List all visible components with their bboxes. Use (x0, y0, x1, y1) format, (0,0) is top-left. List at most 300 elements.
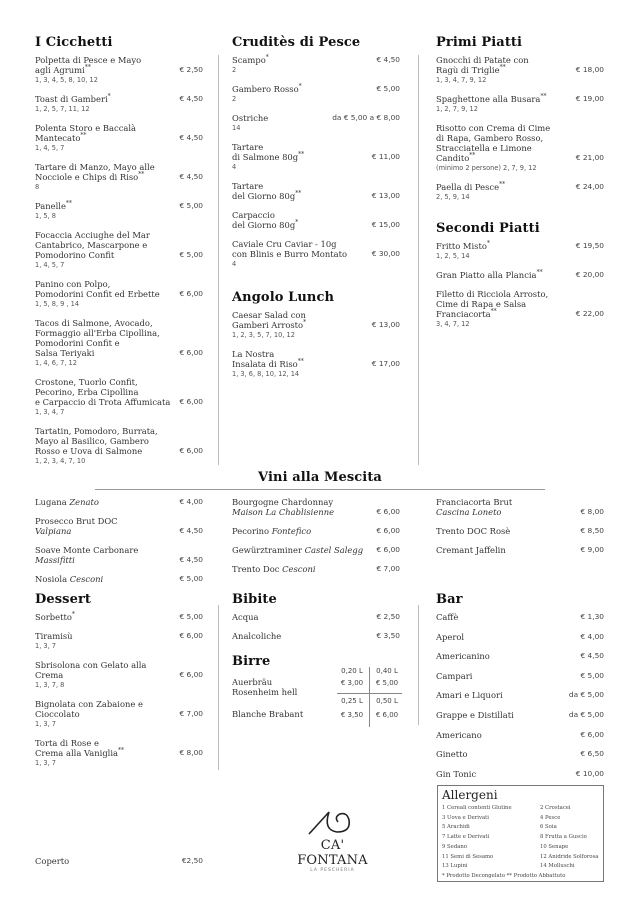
item-allergens: 1, 3, 4, 7, 9, 12 (436, 76, 487, 84)
menu-item-row (436, 651, 604, 661)
item-allergens: 1, 4, 5, 7 (35, 144, 65, 152)
allergen-item: 4 Pesce (540, 814, 561, 821)
menu-item (35, 318, 203, 368)
menu-item (436, 690, 604, 700)
item-name-text: Gin Tonic (436, 768, 477, 779)
item-allergens: 2 (232, 95, 237, 103)
item-name-text: Tartatin, Pomodoro, Burrata, Mayo al Basilico, Gambero Rosso e Uova di Salmone (35, 426, 158, 456)
item-name-text: La Nostra Insalata di Riso (232, 349, 298, 369)
item-price: € 17,00 (371, 359, 400, 368)
item-name-text: Toast di Gamberi (35, 94, 108, 104)
menu-item-row (35, 699, 203, 719)
menu-item (436, 769, 604, 779)
item-name-text: Tartare di Salmone 80g (232, 142, 299, 162)
wine-item (35, 516, 203, 536)
logo-name: CA' FONTANA (297, 838, 368, 868)
item-price: da € 5,00 a € 8,00 (332, 113, 400, 122)
item-price: € 2,50 (179, 65, 203, 74)
item-name-text: Torta di Rose e Crema alla Vaniglia (35, 738, 119, 758)
menu-item-row (35, 94, 203, 104)
item-name-text: Grappe e Distillati (436, 709, 514, 720)
menu-item-row (35, 660, 203, 680)
item-name-text: Americanino (436, 651, 490, 662)
item-name (35, 201, 72, 211)
item-name (35, 318, 160, 358)
menu-item (35, 279, 203, 309)
menu-item (232, 310, 400, 340)
section-title: I Cicchetti (35, 35, 113, 50)
menu-item-row (436, 690, 604, 700)
wine-item (35, 545, 203, 565)
allergen-item: 3 Uova e Derivati (442, 814, 489, 821)
wine-name (436, 526, 510, 536)
item-allergens: 1, 4, 5, 7 (35, 261, 65, 269)
item-note-marker: * (303, 319, 307, 326)
wine-label: Franciacorta Brut (436, 497, 513, 507)
wine-row (232, 497, 400, 517)
item-name (35, 279, 160, 299)
section-title: Dessert (35, 592, 92, 607)
item-name (436, 632, 464, 642)
wine-row (232, 526, 400, 536)
wave-logo-icon (303, 808, 363, 836)
item-note-marker: * (107, 93, 111, 100)
menu-item (436, 632, 604, 642)
beer-size: 0,25 L (341, 697, 363, 705)
item-name (436, 182, 505, 192)
wine-producer: Fontefico (271, 526, 312, 536)
item-name (232, 631, 281, 641)
menu-item (35, 738, 203, 768)
item-name-text: Tacos di Salmone, Avocado, Formaggio all'Erba Cipollina, Pomodorini Confit e Salsa Teriyaki (35, 318, 160, 358)
wine-price: € 4,50 (179, 526, 203, 535)
wine-name (35, 545, 138, 565)
item-price: € 6,00 (179, 397, 203, 406)
item-name (436, 289, 548, 319)
item-note-marker: * (295, 219, 299, 226)
wine-price: € 4,50 (179, 555, 203, 564)
menu-item-row (436, 123, 604, 163)
item-price: € 4,50 (179, 172, 203, 181)
item-price: € 20,00 (575, 270, 604, 279)
item-note-marker: ** (295, 190, 302, 197)
item-price: € 21,00 (575, 153, 604, 162)
item-price: € 15,00 (371, 220, 400, 229)
item-allergens: 4 (232, 260, 237, 268)
item-name-text: Fritto Misto (436, 241, 487, 251)
wine-row (35, 574, 203, 584)
item-name (232, 210, 298, 230)
section-crudites (232, 35, 400, 278)
allergen-item: 13 Lupini (442, 863, 468, 870)
item-name-text: Bignolata con Zabaione e Cioccolato (35, 699, 143, 719)
menu-item (35, 660, 203, 690)
divider (95, 489, 545, 490)
wine-row (436, 526, 604, 536)
item-allergens: 2 (232, 66, 237, 74)
item-name (436, 651, 490, 661)
item-price: € 6,00 (179, 446, 203, 455)
item-name-text: Ginetto (436, 749, 468, 760)
menu-item (35, 94, 203, 114)
item-name (35, 162, 155, 182)
menu-items (436, 241, 604, 329)
allergen-item: 11 Semi di Sesamo (442, 853, 494, 860)
item-price: € 4,00 (580, 631, 604, 641)
item-price: € 7,00 (179, 709, 203, 718)
menu-item (436, 651, 604, 661)
section-secondi (436, 221, 604, 338)
item-price: € 30,00 (371, 249, 400, 258)
menu-item-row (436, 749, 604, 759)
column-divider (218, 605, 219, 770)
item-allergens: 1, 3, 7 (35, 720, 56, 728)
wine-row (436, 497, 604, 517)
item-name (436, 241, 490, 251)
item-name-text: Acqua (232, 612, 259, 622)
item-note-marker: ** (536, 269, 543, 276)
menu-item (436, 94, 604, 114)
section-title: Cruditès di Pesce (232, 35, 361, 50)
item-name-text: Tartare del Giorno 80g (232, 181, 296, 201)
menu-item-row (436, 270, 604, 280)
wine-item (35, 574, 203, 584)
wine-row (232, 545, 400, 555)
wine-label: Gewürztraminer (232, 545, 305, 555)
beer-name: Auerbräu Rosenheim hell (232, 677, 298, 697)
section-title: Bar (436, 592, 463, 607)
item-price: € 5,00 (376, 84, 400, 93)
item-price: € 22,00 (575, 309, 604, 318)
wine-row (35, 545, 203, 565)
item-name-text: Analcoliche (232, 631, 282, 641)
item-name (436, 671, 472, 681)
item-allergens: 3, 4, 7, 12 (436, 320, 470, 328)
menu-item (232, 181, 400, 201)
item-name-text: Carpaccio del Giorno 80g (232, 210, 296, 230)
coperto (35, 856, 203, 866)
menu-item-row (436, 182, 604, 192)
item-price: € 6,00 (179, 670, 203, 679)
item-price: € 4,50 (376, 55, 400, 64)
wine-price: € 7,00 (376, 564, 400, 573)
item-name (232, 612, 259, 622)
menu-item-row (436, 769, 604, 779)
menu-item (436, 123, 604, 173)
item-name-text: Caviale Cru Caviar - 10g con Blinis e Burro Montato (232, 239, 347, 259)
wine-item (232, 526, 400, 536)
menu-item (436, 270, 604, 280)
menu-item-row (35, 279, 203, 299)
wine-item (232, 545, 400, 555)
item-price: € 11,00 (371, 152, 400, 161)
item-price: € 6,00 (179, 631, 203, 640)
menu-item-row (436, 710, 604, 720)
item-name-text: Tiramisù (35, 631, 73, 641)
item-name-text: Risotto con Crema di Cime di Rapa, Gambero Rosso, Stracciatella e Limone Candito (436, 123, 551, 163)
menu-item-row (35, 631, 203, 641)
coperto-price: €2,50 (181, 856, 203, 865)
menu-items (436, 55, 604, 202)
menu-item-row (35, 230, 203, 260)
item-allergens: 8 (35, 183, 40, 191)
menu-item-row (232, 239, 400, 259)
menu-item (232, 55, 400, 75)
beer-price: € 6,00 (375, 711, 399, 719)
item-name (232, 239, 347, 259)
item-note-marker: ** (540, 93, 547, 100)
allergen-item: 14 Molluschi (540, 863, 575, 870)
wine-price: € 8,00 (580, 507, 604, 516)
item-price: € 6,00 (580, 729, 604, 739)
item-name-text: Amari e Liquori (436, 690, 503, 701)
wine-name (436, 497, 512, 517)
item-allergens: 1, 2, 5, 14 (436, 252, 470, 260)
allergen-item: 6 Soia (540, 824, 557, 831)
menu-item-row (35, 612, 203, 622)
wine-column (35, 497, 203, 593)
item-allergens: 2, 5, 9, 14 (436, 193, 470, 201)
section-angolo-lunch (232, 290, 400, 388)
item-allergens: 1, 2, 7, 9, 12 (436, 105, 478, 113)
wine-name (436, 545, 506, 555)
beer-price: € 3,50 (340, 711, 364, 719)
menu-item (35, 612, 203, 622)
wine-row (35, 516, 203, 536)
wine-row (35, 497, 203, 507)
item-name (232, 84, 302, 94)
wine-producer: Valpiana (35, 526, 72, 536)
table-divider (369, 667, 370, 727)
item-note-marker: * (71, 611, 75, 618)
wine-item (436, 526, 604, 536)
allergen-item: 8 Frutta a Guscio (540, 834, 587, 841)
item-name-text: Polpetta di Pesce e Mayo agli Agrumi (35, 55, 142, 75)
menu-item-row (232, 55, 400, 65)
section-bar (436, 592, 604, 788)
wine-producer: Cascina Loneto (436, 507, 502, 517)
menu-item-row (35, 123, 203, 143)
item-name-text: Sorbetto (35, 612, 72, 622)
menu-item-row (232, 113, 400, 123)
item-name (232, 181, 301, 201)
menu-item-row (35, 738, 203, 758)
section-primi (436, 35, 604, 211)
wine-column (232, 497, 400, 583)
menu-item (35, 699, 203, 729)
menu-item-row (436, 730, 604, 740)
item-name-text: Paella di Pesce (436, 182, 500, 192)
item-name (232, 349, 304, 369)
section-title: Primi Piatti (436, 35, 523, 50)
item-price: € 13,00 (371, 191, 400, 200)
item-name (436, 769, 476, 779)
wine-label: Bourgogne Chardonnay (232, 497, 334, 507)
wine-item (35, 497, 203, 507)
item-note-marker: * (486, 240, 490, 247)
wine-label: Soave Monte Carbonare (35, 545, 139, 555)
beer-name: Blanche Brabant (232, 709, 304, 719)
menu-item-row (436, 612, 604, 622)
wine-label: Cremant Jaffelin (436, 545, 506, 555)
menu-item-row (436, 289, 604, 319)
wine-item (232, 564, 400, 574)
item-name (232, 310, 306, 330)
item-name (436, 123, 550, 163)
item-name (35, 94, 111, 104)
menu-item (436, 289, 604, 329)
item-allergens: 1, 3, 4, 7 (35, 408, 65, 416)
item-price: € 8,00 (179, 748, 203, 757)
menu-item (232, 113, 400, 133)
menu-item-row (35, 318, 203, 358)
item-allergens: 1, 2, 3, 5, 7, 10, 12 (232, 331, 295, 339)
item-name (436, 94, 546, 104)
wine-name (35, 497, 99, 507)
item-allergens: 1, 3, 6, 8, 10, 12, 14 (232, 370, 300, 378)
item-note-marker: ** (65, 200, 72, 207)
item-price: € 4,50 (580, 651, 604, 661)
item-name (436, 730, 482, 740)
section-title: Vini alla Mescita (258, 470, 382, 485)
item-note-marker: ** (469, 152, 476, 159)
menu-item-row (232, 612, 400, 622)
item-price: € 5,00 (179, 201, 203, 210)
item-price: € 4,50 (179, 133, 203, 142)
item-name (35, 377, 170, 407)
item-name (232, 142, 304, 162)
wine-name (232, 564, 316, 574)
menu-item-row (436, 241, 604, 251)
item-note-marker: ** (118, 747, 125, 754)
item-name-text: Sbrisolona con Gelato alla Crema (35, 660, 147, 680)
menu-items (35, 612, 203, 768)
item-allergens: 1, 3, 7, 8 (35, 681, 65, 689)
allergens-title: Allergeni (442, 788, 498, 802)
wine-label: Lugana (35, 497, 70, 507)
item-name-text: Ostriche (232, 113, 269, 123)
column-divider (418, 605, 419, 725)
item-allergens: (minimo 2 persone) 2, 7, 9, 12 (436, 164, 537, 172)
item-name (35, 123, 136, 143)
item-name-text: Focaccia Acciughe del Mar Cantabrico, Mascarpone e Pomodorino Confit (35, 230, 150, 260)
menu-item-row (232, 181, 400, 201)
menu-item (35, 230, 203, 270)
item-price: € 10,00 (575, 768, 604, 778)
item-name-text: Caffè (436, 612, 459, 622)
beer-price: € 3,00 (340, 679, 364, 687)
allergen-item: 7 Latte e Derivati (442, 834, 490, 841)
item-note-marker: ** (490, 308, 497, 315)
item-allergens: 1, 2, 3, 4, 7, 10 (35, 457, 86, 465)
wine-row (232, 564, 400, 574)
item-price: € 2,50 (376, 612, 400, 621)
item-allergens: 1, 3, 7 (35, 759, 56, 767)
column-divider (418, 55, 419, 465)
menu-item (35, 377, 203, 417)
menu-item (436, 55, 604, 85)
item-name-text: Spaghettone alla Busara (436, 94, 541, 104)
coperto-label: Coperto (35, 856, 70, 866)
item-price: € 5,00 (580, 670, 604, 680)
wine-producer: Cesconi (69, 574, 104, 584)
item-name-text: Gambero Rosso (232, 84, 299, 94)
allergen-item: 5 Arachidi (442, 824, 470, 831)
item-name-text: Polenta Storo e Baccalà Mantecato (35, 123, 137, 143)
beer-size: 0,50 L (376, 697, 398, 705)
item-price: € 5,00 (179, 612, 203, 621)
item-name (436, 749, 468, 759)
menu-items (232, 55, 400, 269)
item-name-text: Tartare di Manzo, Mayo alle Nocciole e Chips di Riso (35, 162, 155, 182)
menu-item (35, 162, 203, 192)
menu-item-row (232, 210, 400, 230)
item-allergens: 1, 2, 5, 7, 11, 12 (35, 105, 90, 113)
item-name-text: Aperol (436, 631, 465, 642)
item-price: € 4,50 (179, 94, 203, 103)
logo-subtitle: LA PESCHERIA (310, 868, 355, 873)
item-name (232, 113, 268, 123)
item-note-marker: ** (138, 171, 145, 178)
menu-item (35, 201, 203, 221)
item-price: € 24,00 (575, 182, 604, 191)
item-allergens: 1, 5, 8, 9 , 14 (35, 300, 80, 308)
section-title: Bibite (232, 592, 277, 607)
item-price: € 13,00 (371, 320, 400, 329)
item-note-marker: ** (499, 64, 506, 71)
item-allergens: 14 (232, 124, 241, 132)
allergen-item: 2 Crostacei (540, 805, 571, 811)
section-title: Secondi Piatti (436, 221, 540, 236)
item-name (436, 55, 529, 75)
item-allergens: 1, 4, 6, 7, 12 (35, 359, 77, 367)
wine-label: Trento Doc (232, 564, 283, 574)
wine-name (232, 545, 363, 555)
wine-row (436, 545, 604, 555)
item-allergens: 1, 3, 7 (35, 642, 56, 650)
item-name (35, 738, 124, 758)
section-cicchetti (35, 35, 203, 475)
menu-items (232, 612, 400, 641)
menu-item (35, 123, 203, 153)
item-price: da € 5,00 (568, 709, 604, 719)
wine-price: € 8,50 (580, 526, 604, 535)
section-vini (0, 470, 640, 490)
menu-items (436, 612, 604, 779)
wine-producer: Cesconi (282, 564, 316, 574)
item-note-marker: * (265, 54, 269, 61)
item-note-marker: ** (80, 132, 87, 139)
section-title: Angolo Lunch (232, 290, 335, 305)
menu-item-row (232, 84, 400, 94)
table-divider (337, 693, 402, 694)
beer-size: 0,40 L (376, 667, 398, 675)
item-name (232, 55, 269, 65)
menu-items (232, 310, 400, 379)
wine-name (232, 526, 311, 536)
item-name-text: Scampo (232, 55, 266, 65)
item-name-text: Americano (436, 729, 482, 740)
wine-producer: Zenato (69, 497, 99, 507)
allergen-item: 9 Sedano (442, 843, 467, 850)
menu-item-row (232, 142, 400, 162)
item-name-text: Panelle (35, 201, 66, 211)
item-price: € 6,00 (179, 348, 203, 357)
wine-name (35, 516, 118, 536)
item-note-marker: ** (499, 181, 506, 188)
menu-item (436, 749, 604, 759)
wine-label: Nosiola (35, 574, 70, 584)
